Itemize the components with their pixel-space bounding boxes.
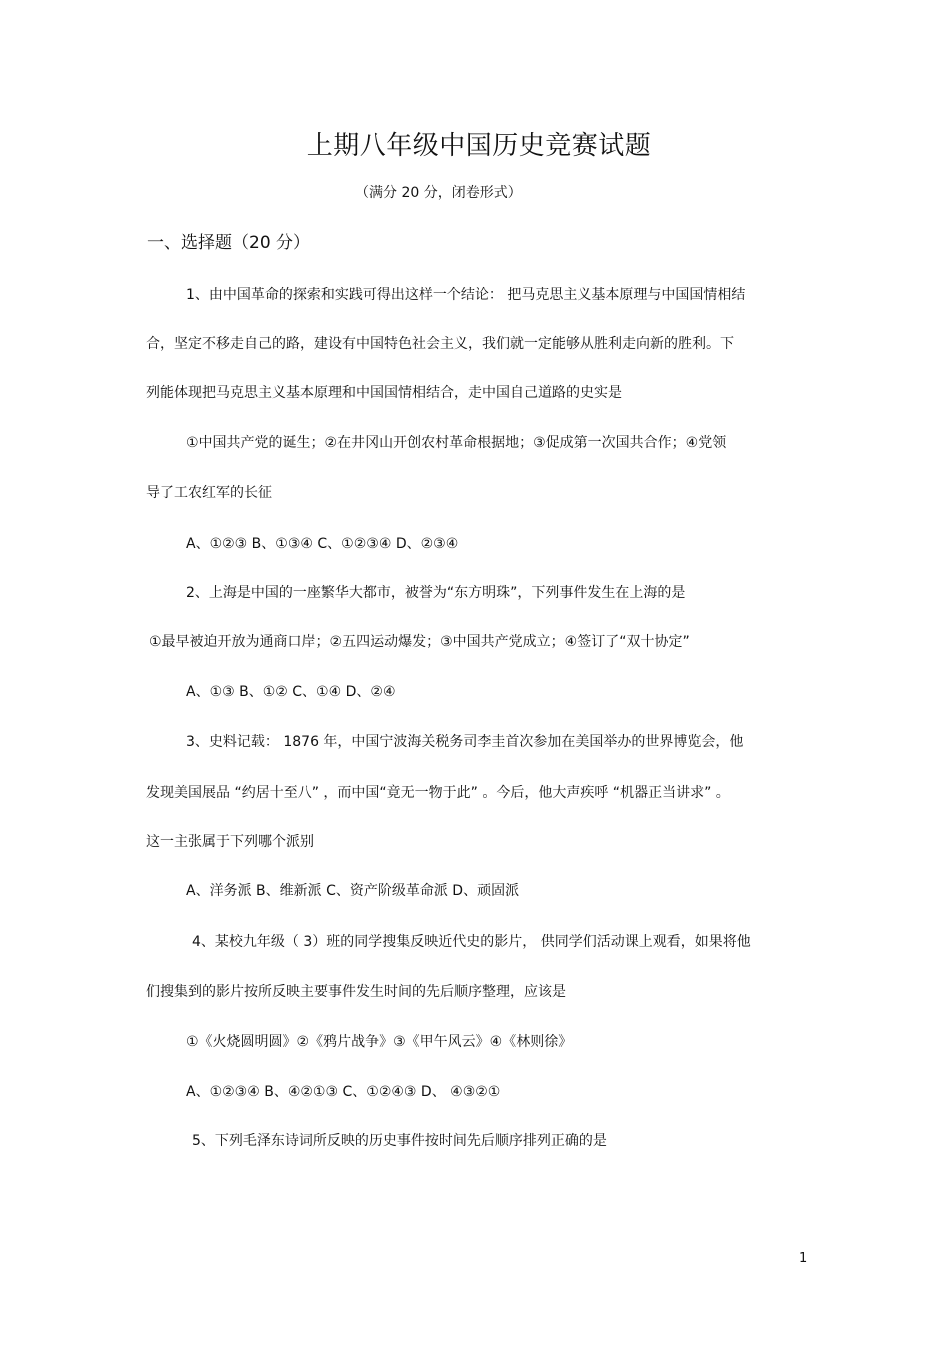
section-heading: 一、选择题（20 分）	[147, 233, 311, 253]
question-2-line-1: 2、上海是中国的一座繁华大都市，被誉为“东方明珠”，下列事件发生在上海的是	[186, 585, 686, 601]
question-1-line-2: 合，坚定不移走自己的路，建设有中国特色社会主义，我们就一定能够从胜利走向新的胜利。下	[146, 336, 734, 352]
question-3-line-3: 这一主张属于下列哪个派别	[146, 834, 314, 850]
question-4-line-1: 4、某校九年级（ 3）班的同学搜集反映近代史的影片， 供同学们活动课上观看，如果将他	[192, 934, 751, 950]
page-title: 上期八年级中国历史竞赛试题	[306, 131, 652, 161]
page-number: 1	[799, 1251, 808, 1266]
question-4-line-2: 们搜集到的影片按所反映主要事件发生时间的先后顺序整理，应该是	[146, 984, 566, 1000]
question-1-line-3: 列能体现把马克思主义基本原理和中国国情相结合，走中国自己道路的史实是	[146, 385, 622, 401]
question-4-options: A、①②③④ B、④②①③ C、①②④③ D、 ④③②①	[186, 1084, 501, 1100]
question-1-items-line-1: ①中国共产党的诞生；②在井冈山开创农村革命根据地；③促成第一次国共合作；④党领	[186, 435, 727, 451]
question-2-options: A、①③ B、①② C、①④ D、②④	[186, 684, 396, 700]
question-1-items-line-2: 导了工农红军的长征	[146, 485, 272, 501]
question-2-items: ①最早被迫开放为通商口岸；②五四运动爆发；③中国共产党成立；④签订了“双十协定”	[149, 634, 690, 650]
question-3-options: A、洋务派 B、维新派 C、资产阶级革命派 D、顽固派	[186, 883, 520, 899]
question-3-line-1: 3、史料记载： 1876 年，中国宁波海关税务司李圭首次参加在美国举办的世界博览会，他	[186, 734, 744, 750]
question-4-items: ①《火烧圆明圆》②《鸦片战争》③《甲午风云》④《林则徐》	[186, 1034, 573, 1050]
question-3-line-2: 发现美国展品 “约居十至八” ，而中国“竟无一物于此” 。今后，他大声疾呼 “机器正当讲求” 。	[146, 785, 730, 801]
question-1-options: A、①②③ B、①③④ C、①②③④ D、②③④	[186, 536, 459, 552]
exam-subtitle: （满分 20 分，闭卷形式）	[355, 185, 522, 201]
question-5-line-1: 5、下列毛泽东诗词所反映的历史事件按时间先后顺序排列正确的是	[192, 1133, 607, 1149]
question-1-line-1: 1、由中国革命的探索和实践可得出这样一个结论： 把马克思主义基本原理与中国国情相结	[186, 287, 746, 303]
